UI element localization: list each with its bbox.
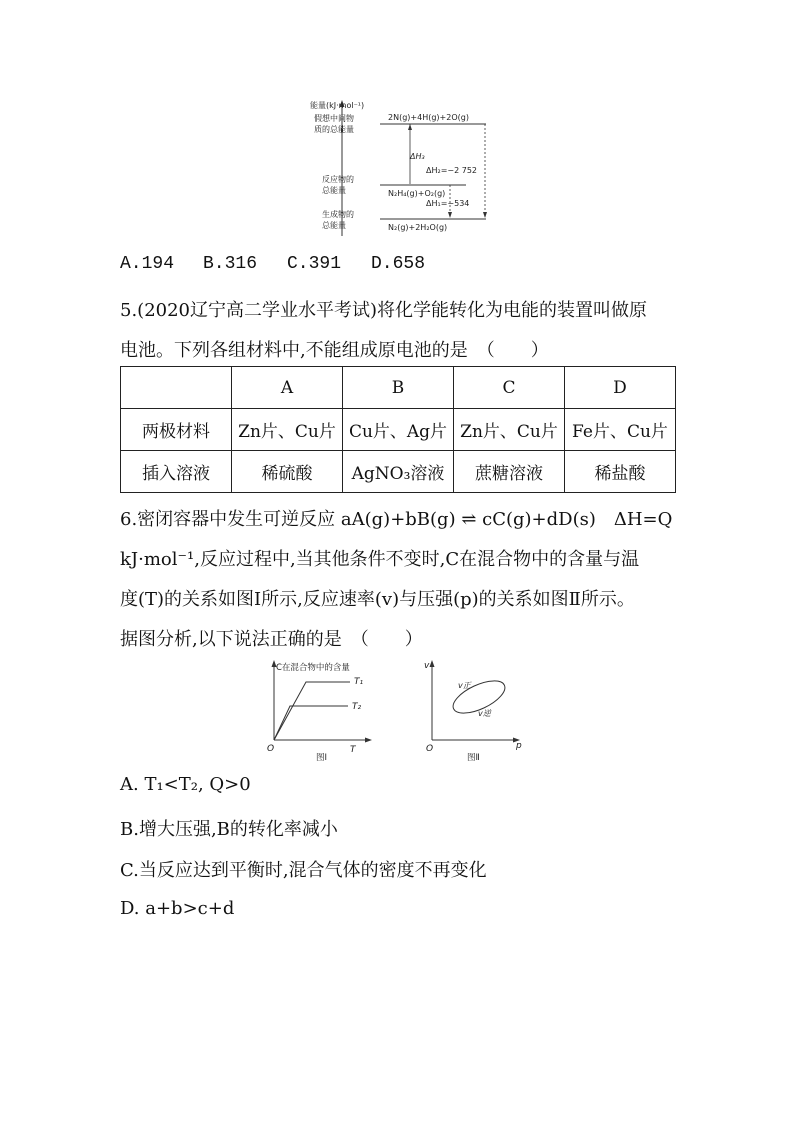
v-negative-label: v逆 bbox=[478, 709, 491, 718]
t1-label: T₁ bbox=[354, 677, 364, 687]
q6-line-4: 据图分析,以下说法正确的是 （ ） bbox=[120, 629, 423, 650]
fig1-caption: 图Ⅰ bbox=[316, 753, 328, 763]
table-cell: 两极材料 bbox=[121, 409, 232, 451]
q5-line-2: 电池。下列各组材料中,不能组成原电池的是 （ ） bbox=[120, 340, 549, 361]
fig1-origin: O bbox=[267, 744, 275, 754]
table-cell: Fe片、Cu片 bbox=[565, 409, 676, 451]
q6-line-3: 度(T)的关系如图Ⅰ所示,反应速率(v)与压强(p)的关系如图Ⅱ所示。 bbox=[120, 589, 635, 610]
energy-diagram bbox=[300, 96, 500, 241]
table-cell: 蔗糖溶液 bbox=[454, 451, 565, 493]
table-cell: A bbox=[232, 367, 343, 409]
table-cell: Zn片、Cu片 bbox=[232, 409, 343, 451]
q5-table bbox=[120, 366, 676, 493]
q6-option-d: D. a+b>c+d bbox=[120, 898, 235, 919]
fig2-caption: 图Ⅱ bbox=[467, 753, 480, 763]
table-cell bbox=[121, 367, 232, 409]
fig2-origin: O bbox=[426, 744, 434, 754]
table-cell: Cu片、Ag片 bbox=[343, 409, 454, 451]
q4-option-d: D.658 bbox=[371, 254, 426, 274]
figure-2 bbox=[420, 656, 530, 766]
table-cell: D bbox=[565, 367, 676, 409]
table-cell: B bbox=[343, 367, 454, 409]
energy-axis-label: 能量(kJ·mol⁻¹) bbox=[310, 101, 365, 110]
top-species: 2N(g)+4H(g)+2O(g) bbox=[388, 113, 469, 122]
t1-curve bbox=[274, 682, 350, 740]
q6-line-1: 6.密闭容器中发生可逆反应 aA(g)+bB(g) ⇌ cC(g)+dD(s) ΔH=Q bbox=[120, 509, 673, 530]
table-cell: 插入溶液 bbox=[121, 451, 232, 493]
dh3-label: ΔH₃ bbox=[410, 152, 425, 161]
q4-option-a: A.194 bbox=[120, 254, 175, 274]
q6-option-c: C.当反应达到平衡时,混合气体的密度不再变化 bbox=[120, 860, 487, 881]
fig2-ylabel: v bbox=[424, 661, 430, 671]
mid-left-label-2: 总能量 bbox=[322, 186, 346, 195]
q6-option-b: B.增大压强,B的转化率减小 bbox=[120, 819, 338, 840]
mid-species: N₂H₄(g)+O₂(g) bbox=[388, 189, 446, 198]
table-cell: 稀硫酸 bbox=[232, 451, 343, 493]
fig2-xlabel: p bbox=[516, 741, 522, 751]
t2-curve bbox=[274, 706, 348, 740]
table-cell: Zn片、Cu片 bbox=[454, 409, 565, 451]
bot-species: N₂(g)+2H₂O(g) bbox=[388, 223, 448, 232]
q4-option-b: B.316 bbox=[203, 254, 258, 274]
table-row bbox=[121, 409, 676, 451]
dh2-label: ΔH₂=−2 752 bbox=[426, 166, 478, 175]
fig1-xlabel: T bbox=[350, 745, 356, 755]
mid-left-label-1: 反应物的 bbox=[322, 175, 354, 184]
top-left-label-1: 假想中间物 bbox=[314, 114, 354, 123]
bot-left-label-2: 总能量 bbox=[322, 221, 346, 230]
table-row bbox=[121, 451, 676, 493]
table-header-row bbox=[121, 367, 676, 409]
q6-line-2: kJ·mol⁻¹,反应过程中,当其他条件不变时,C在混合物中的含量与温 bbox=[120, 549, 640, 570]
table-cell: AgNO₃溶液 bbox=[343, 451, 454, 493]
dh1-label: ΔH₁=−534 bbox=[426, 199, 470, 208]
t2-label: T₂ bbox=[352, 702, 362, 712]
table-cell: 稀盐酸 bbox=[565, 451, 676, 493]
table-cell: C bbox=[454, 367, 565, 409]
top-left-label-2: 质的总能量 bbox=[314, 125, 354, 134]
q5-line-1: 5.(2020辽宁高二学业水平考试)将化学能转化为电能的装置叫做原 bbox=[120, 300, 648, 321]
figure-1 bbox=[262, 656, 392, 766]
bot-left-label-1: 生成物的 bbox=[322, 210, 354, 219]
v-positive-label: v正 bbox=[458, 681, 471, 690]
fig1-ylabel: C在混合物中的含量 bbox=[276, 663, 350, 673]
q6-option-a: A. T₁<T₂, Q>0 bbox=[120, 774, 251, 795]
q4-option-c: C.391 bbox=[287, 254, 342, 274]
